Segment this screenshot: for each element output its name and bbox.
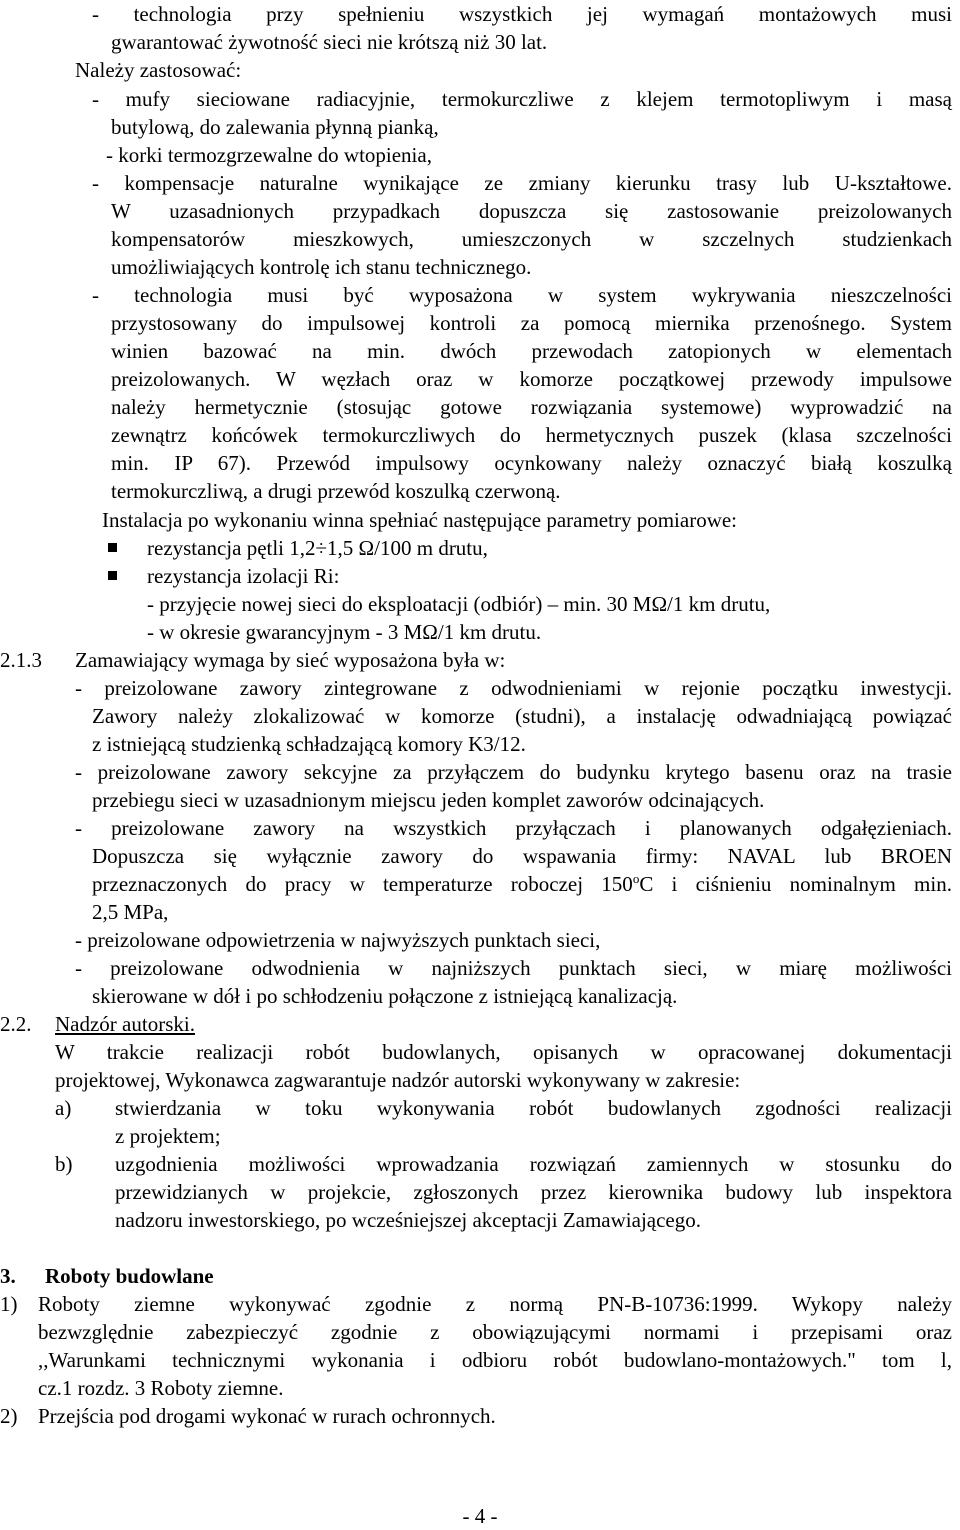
text-line: - korki termozgrzewalne do wtopienia, [106, 143, 432, 167]
text-line: zewnątrz końcówek termokurczliwych do hermetycznych puszek (klasa szczelności [111, 423, 952, 447]
section-title: Zamawiający wymaga by sieć wyposażona była w: [75, 648, 506, 672]
text-line: - preizolowane zawory sekcyjne za przyłączem do budynku krytego basenu oraz na trasie [75, 760, 952, 784]
text-line: z istniejącą studzienką schładzającą komory K3/12. [92, 732, 526, 756]
section-title: Roboty budowlane [45, 1264, 214, 1288]
text-line: Należy zastosować: [75, 58, 242, 82]
text-line: przystosowany do impulsowej kontroli za pomocą miernika przenośnego. System [111, 311, 952, 335]
text-line: - technologia musi być wyposażona w system wykrywania nieszczelności [92, 283, 952, 307]
list-marker: 1) [0, 1292, 18, 1316]
text-line: termokurczliwą, a drugi przewód koszulką czerwoną. [111, 479, 561, 503]
text-line: przewidzianych w projekcie, zgłoszonych przez kierownika budowy lub inspektora [115, 1180, 952, 1204]
section-title: Nadzór autorski. [55, 1012, 195, 1036]
text-line: W uzasadnionych przypadkach dopuszcza się zastosowanie preizolowanych [111, 199, 952, 223]
list-marker: a) [55, 1096, 72, 1120]
text-line: W trakcie realizacji robót budowlanych, opisanych w opracowanej dokumentacji [55, 1040, 952, 1064]
text-line: butylową, do zalewania płynną pianką, [111, 115, 439, 139]
text-line: nadzoru inwestorskiego, po wcześniejszej akceptacji Zamawiającego. [115, 1208, 702, 1232]
measure-intro: Instalacja po wykonaniu winna spełniać następujące parametry pomiarowe: [102, 508, 738, 532]
text-line: z projektem; [115, 1124, 221, 1148]
text-line: Dopuszcza się wyłącznie zawory do wspawania firmy: NAVAL lub BROEN [92, 844, 952, 868]
text-line: - preizolowane zawory zintegrowane z odwodnieniami w rejonie początku inwestycji. [75, 676, 952, 700]
text-line: - preizolowane odwodnienia w najniższych punktach sieci, w miarę możliwości [75, 956, 952, 980]
text-line: bezwzględnie zabezpieczyć zgodnie z obowiązującymi normami i przepisami oraz [38, 1320, 952, 1344]
text-line: projektowej, Wykonawca zagwarantuje nadzór autorski wykonywany w zakresie: [55, 1068, 741, 1092]
text-line: stwierdzania w toku wykonywania robót budowlanych zgodności realizacji [115, 1096, 952, 1120]
text-line: cz.1 rozdz. 3 Roboty ziemne. [38, 1376, 284, 1400]
section-number: 2.1.3 [0, 648, 42, 672]
bullet-text: rezystancja izolacji Ri: [147, 564, 340, 588]
page-number: - 4 - [462, 1504, 498, 1528]
bullet-text: rezystancja pętli 1,2÷1,5 Ω/100 m drutu, [147, 536, 488, 560]
text-line: 2,5 MPa, [92, 900, 169, 924]
text-line: ,,Warunkami technicznymi wykonania i odbioru robót budowlano-montażowych." tom l, [38, 1348, 952, 1372]
text-line: kompensatorów mieszkowych, umieszczonych w szczelnych studzienkach [111, 227, 952, 251]
sub-bullet-text: - w okresie gwarancyjnym - 3 MΩ/1 km drutu. [147, 620, 542, 644]
text-line: przebiegu sieci w uzasadnionym miejscu jeden komplet zaworów odcinających. [92, 788, 765, 812]
text-line: należy hermetycznie (stosując gotowe rozwiązania systemowe) wyprowadzić na [111, 395, 952, 419]
text-line: preizolowanych. W węzłach oraz w komorze początkowej przewody impulsowe [111, 367, 952, 391]
text-line: Przejścia pod drogami wykonać w rurach ochronnych. [38, 1404, 496, 1428]
square-bullet-icon [108, 571, 117, 580]
text-line: uzgodnienia możliwości wprowadzania rozwiązań zamiennych w stosunku do [115, 1152, 952, 1176]
section-number: 3. [0, 1264, 16, 1288]
text-line: - technologia przy spełnieniu wszystkich jej wymagań montażowych musi [92, 2, 952, 26]
text-line: przeznaczonych do pracy w temperaturze roboczej 150$^o$C i ciśnieniu nominalnym min. [92, 871, 952, 896]
sub-bullet-text: - przyjęcie nowej sieci do eksploatacji (odbiór) – min. 30 MΩ/1 km drutu, [147, 592, 771, 616]
text-line: min. IP 67). Przewód impulsowy ocynkowany należy oznaczyć białą koszulką [111, 451, 952, 475]
section-number: 2.2. [0, 1012, 32, 1036]
text-line: Roboty ziemne wykonywać zgodnie z normą PN-B-10736:1999. Wykopy należy [38, 1292, 952, 1316]
text-line: - kompensacje naturalne wynikające ze zmiany kierunku trasy lub U-kształtowe. [92, 171, 952, 195]
text-line: Zawory należy zlokalizować w komorze (studni), a instalację odwadniającą powiązać [92, 704, 952, 728]
text-line: - mufy sieciowane radiacyjnie, termokurczliwe z klejem termotopliwym i masą [92, 87, 952, 111]
list-marker: b) [55, 1152, 73, 1176]
list-marker: 2) [0, 1404, 18, 1428]
square-bullet-icon [108, 543, 117, 552]
text-line: - preizolowane odpowietrzenia w najwyższych punktach sieci, [75, 928, 601, 952]
text-line: gwarantować żywotność sieci nie krótszą niż 30 lat. [111, 30, 548, 54]
text-line: - preizolowane zawory na wszystkich przyłączach i planowanych odgałęzieniach. [75, 816, 952, 840]
text-line: skierowane w dół i po schłodzeniu połączone z istniejącą kanalizacją. [92, 984, 678, 1008]
text-line: winien bazować na min. dwóch przewodach zatopionych w elementach [111, 339, 952, 363]
text-line: umożliwiających kontrolę ich stanu technicznego. [111, 255, 532, 279]
